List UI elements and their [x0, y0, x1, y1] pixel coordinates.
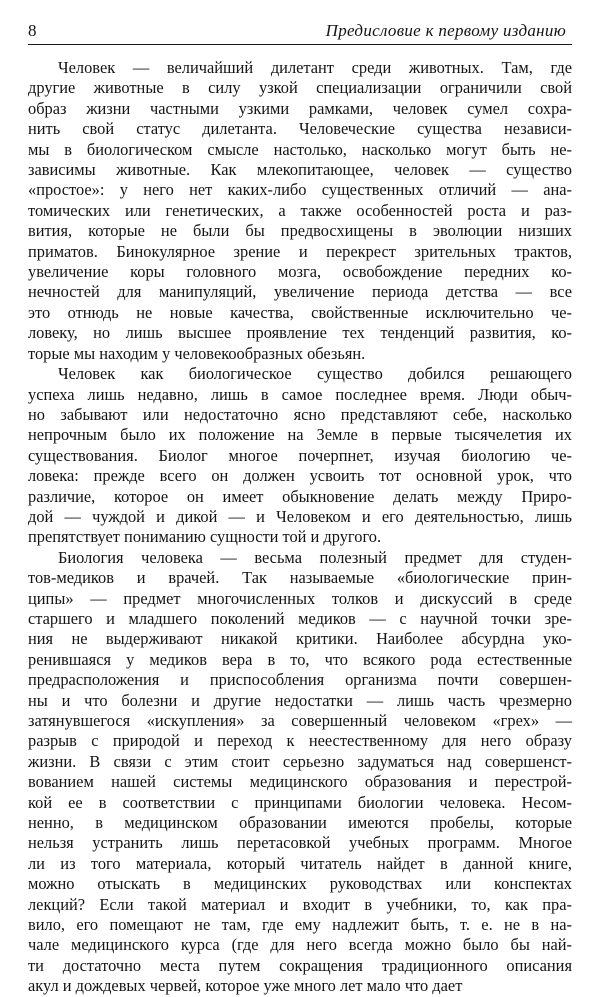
text-line: существования. Биолог многое почерпнет, изучая биологию че- [28, 445, 572, 465]
text-line: ны и что болезни и другие недостатки — лишь часть чрезмерно [28, 690, 572, 710]
paragraph [28, 548, 572, 997]
text-line: вития, которые не были бы предвосхищены в эволюции низших [28, 221, 572, 241]
text-line: Человек — величайший дилетант среди животных. Там, где [58, 58, 572, 77]
text-line: торые мы находим у человекообразных обезьян. [28, 343, 366, 363]
text-line: различие, которое он имеет обыкновение делать между Приро- [28, 486, 572, 506]
page-header [28, 18, 572, 45]
text-line: ренившаяся у медиков вера в то, что всякого рода естественные [28, 649, 572, 669]
text-line: разрыв с природой и переход к неестественному для него образу [28, 731, 572, 751]
text-line: зависимы животные. Как млекопитающее, человек — существо [28, 160, 572, 180]
text-line: жизни. В связи с этим стоит серьезно задуматься над совершенст- [28, 751, 572, 771]
text-line: вило, его помещают не там, где ему надлежит быть, т. е. не в на- [28, 915, 572, 935]
text-line: увеличение коры головного мозга, освобождение передних ко- [28, 262, 572, 282]
text-line: лекций? Если такой материал и входит в учебники, то, как пра- [28, 894, 572, 914]
text-line: тов-медиков и врачей. Так называемые «биологические прин- [28, 568, 572, 588]
running-title: Предисловие к первому изданию [325, 21, 566, 40]
text-line: нечностей для манипуляций, увеличение периода детства — все [28, 282, 572, 302]
text-line: чале медицинского курса (где для него всегда можно было бы най- [28, 935, 572, 955]
text-line: акул и дождевых червей, которое уже много лет мало что дает [28, 976, 463, 996]
text-line: предрасположения и приспособления организма почти совершен- [28, 670, 572, 690]
text-line: «простое»: у него нет каких-либо существенных отличий — ана- [28, 180, 572, 200]
text-line: ния не выдерживают никакой критики. Наиболее абсурдна уко- [28, 629, 572, 649]
text-line: мы в биологическом смысле настолько, насколько могут быть не- [28, 139, 572, 159]
text-line: другие животные в силу узкой специализации ограничили свой [28, 78, 572, 98]
text-line: это отнюдь не новые качества, свойственные исключительно че- [28, 302, 572, 322]
text-line: старшего и младшего поколений медиков — с научной точки зре- [28, 608, 572, 628]
text-line: приматов. Бинокулярное зрение и перекрест зрительных трактов, [28, 241, 572, 261]
text-line: успеха лишь недавно, лишь в самое последнее время. Люди обыч- [28, 384, 572, 404]
text-line: препятствует пониманию сущности той и другого. [28, 527, 382, 547]
text-line: ненно, в медицинском образовании имеются пробелы, которые [28, 813, 572, 833]
page-number: 8 [28, 21, 37, 40]
text-line: томических или генетических, а также особенностей роста и раз- [28, 200, 572, 220]
text-body [28, 58, 572, 997]
text-line: Биология человека — весьма полезный предмет для студен- [58, 547, 572, 567]
text-line: образ жизни частными узкими рамками, человек сумел сохра- [28, 98, 572, 118]
text-line: ловека: прежде всего он должен усвоить тот основной урок, что [28, 466, 572, 486]
text-line: можно отыскать в медицинских руководствах или конспектах [28, 874, 572, 894]
text-line: но забывают или недостаточно ясно представляют себе, насколько [28, 404, 572, 424]
paragraph [28, 364, 572, 548]
text-line: ли из того материала, который читатель найдет в данной книге, [28, 853, 572, 873]
text-line: нельзя устранить лишь перетасовкой учебных программ. Многое [28, 833, 572, 853]
text-line: ловеку, но лишь высшее проявление тех тенденций развития, ко- [28, 323, 572, 343]
text-line: ти достаточно места путем сокращения традиционного описания [28, 955, 572, 975]
text-line: кой ее в соответствии с принципами биологии человека. Несом- [28, 792, 572, 812]
text-line: дой — чуждой и дикой — и Человеком и его деятельностью, лишь [28, 506, 572, 526]
text-line: ципы» — предмет многочисленных толков и дискуссий в среде [28, 588, 572, 608]
text-line: вованием нашей системы медицинского образования и перестрой- [28, 772, 572, 792]
text-line: непрочным было их положение на Земле в первые тысячелетия их [28, 425, 572, 445]
text-line: Человек как биологическое существо добился решающего [58, 364, 572, 384]
text-line: нить свой статус дилетанта. Человеческие существа независи- [28, 119, 572, 139]
text-line: затянувшегося «искупления» за совершенный человеком «грех» — [28, 711, 572, 730]
paragraph [28, 58, 572, 364]
